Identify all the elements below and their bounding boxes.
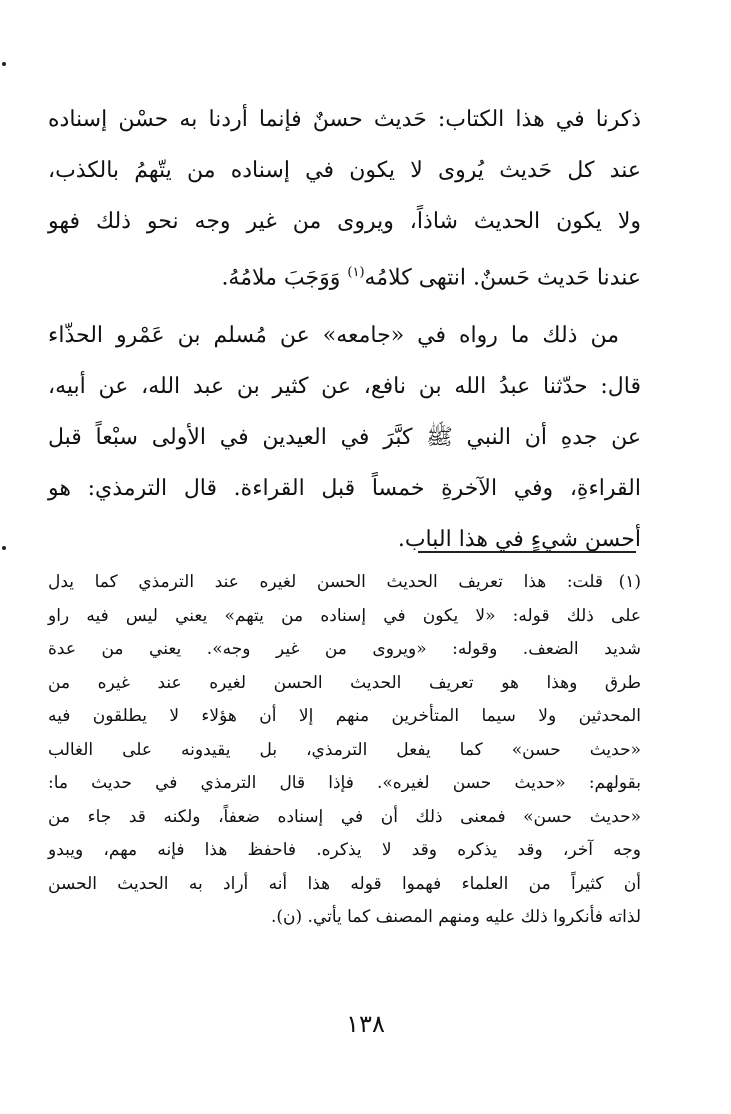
footnote-line: بقولهم: «حديث حسن لغيره». فإذا قال الترمذي في حديث ما: bbox=[48, 773, 641, 793]
scan-mark bbox=[2, 546, 6, 550]
text-segment: وَوَجَبَ ملامُهُ. bbox=[221, 265, 341, 291]
footnote-line: «حديث حسن» كما يفعل الترمذي، بل يقيدونه على الغالب bbox=[48, 739, 641, 760]
text-line: عن جدهِ أن النبي ﷺ كبَّرَ في العيدين في الأولى سبْعاً قبل bbox=[48, 425, 641, 450]
footnote-separator bbox=[418, 551, 636, 553]
footnote-line: لذاته فأنكروا ذلك عليه ومنهم المصنف كما يأتي. (ن). bbox=[271, 907, 641, 927]
footnote-line: طرق وهذا هو تعريف الحديث الحسن لغيره عند غيره من bbox=[48, 672, 641, 693]
footnote-line bbox=[48, 566, 641, 600]
text-line bbox=[48, 247, 641, 298]
page-number: ١٣٨ bbox=[346, 1010, 385, 1038]
footnote-line: «حديث حسن» فمعنى ذلك أن في إسناده ضعفاً، ولكنه قد جاء من bbox=[48, 806, 641, 827]
footnote-reference: (١) bbox=[347, 265, 365, 280]
footnote-line: وجه آخر، وقد يذكره وقد لا يذكره. فاحفظ هذا فإنه مهم، ويبدو bbox=[48, 840, 641, 860]
scan-mark bbox=[2, 62, 6, 66]
text-line: عند كل حَديث يُروى لا يكون في إسناده من يتّهمُ بالكذب، bbox=[48, 158, 641, 183]
footnote-line: أن كثيراً من العلماء فهموا قوله هذا أنه أراد به الحديث الحسن bbox=[48, 873, 641, 894]
footnote-number: (١) bbox=[618, 572, 641, 592]
footnote-line: المحدثين ولا سيما المتأخرين منهم إلا أن هؤلاء لا يطلقون فيه bbox=[48, 706, 641, 726]
text-line: القراءةِ، وفي الآخرةِ خمساً قبل القراءة. قال الترمذي: هو bbox=[48, 476, 641, 501]
text-line: من ذلك ما رواه في «جامعه» عن مُسلم بن عَمْرو الحذّاء bbox=[48, 323, 619, 348]
text-line: قال: حدّثنا عبدُ الله بن نافع، عن كثير بن عبد الله، عن أبيه، bbox=[48, 374, 641, 399]
text-line: ذكرنا في هذا الكتاب: حَديث حسنٌ فإنما أردنا به حسْن إسناده bbox=[48, 107, 641, 132]
footnote-line: شديد الضعف. وقوله: «ويروى من غير وجه». يعني من عدة bbox=[48, 639, 641, 659]
text-segment: عندنا حَديث حَسنٌ. انتهى كلامُه bbox=[364, 265, 641, 291]
text-line: ولا يكون الحديث شاذاً، ويروى من غير وجه نحو ذلك فهو bbox=[48, 209, 641, 234]
footnote-text: قلت: هذا تعريف الحديث الحسن لغيره عند الترمذي كما يدل bbox=[48, 572, 603, 592]
footnote-line: على ذلك قوله: «لا يكون في إسناده من يتهم» يعني ليس فيه راو bbox=[48, 605, 641, 626]
text-line: أحسن شيءٍ في هذا الباب. bbox=[397, 527, 641, 552]
footnote bbox=[48, 566, 641, 935]
main-text bbox=[48, 94, 641, 565]
